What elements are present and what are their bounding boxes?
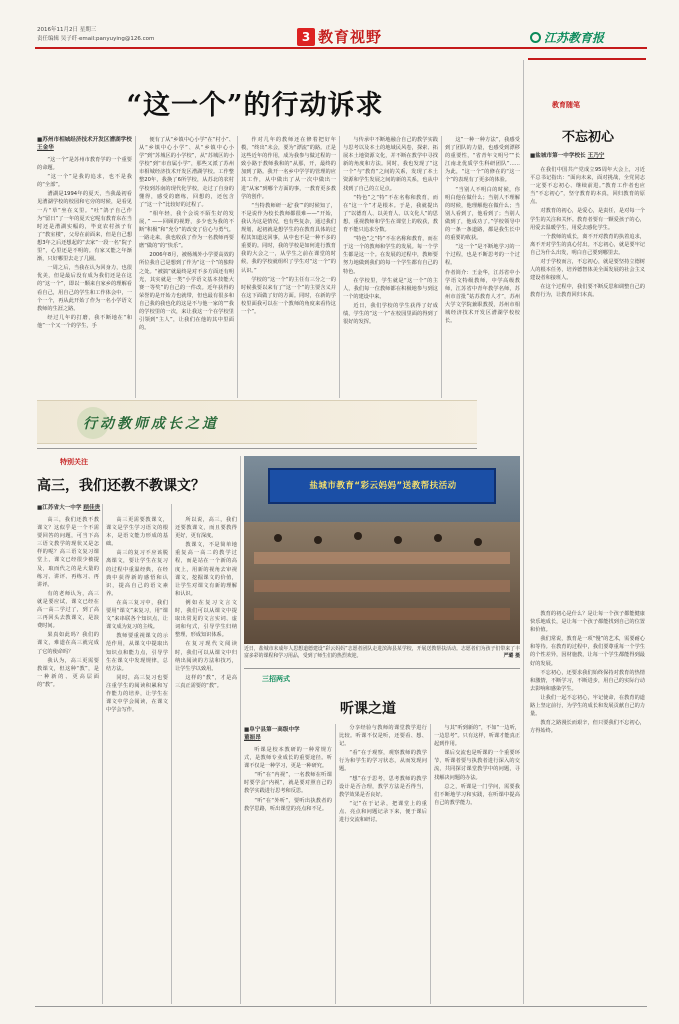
paragraph: 教师要重视课文的示范作用，从课文中提取出知识点和能力点，引导学生在课文中发现规律，总结方法。 bbox=[106, 633, 168, 672]
column-divider bbox=[237, 136, 238, 398]
paragraph: “想”在于思考，思考教师的教学设计是否合理，教学方法是否得当，教学效果是否良好。 bbox=[339, 775, 427, 798]
paragraph: “听”在“外听”，要听出执教者的教学思路，听出课堂的亮点和不足。 bbox=[244, 797, 332, 812]
photo-person bbox=[314, 536, 322, 544]
header-date: 2016年11月2日 星期三 bbox=[37, 27, 97, 33]
photo-person bbox=[274, 534, 282, 542]
photo-caption-text: 近日，盐城市未成年人思想道德建设“彩云妈妈”志愿者团队走进滨海县某学校，开展送教帮扶活动。志愿者们为孩子们带来了丰富多彩的课程和学习用品，受到了师生们的热烈欢迎。 bbox=[244, 646, 520, 659]
paragraph: 我们常说，教育是一项“慢”的艺术，需要耐心和等待。在教育的过程中，我们要尊重每一个学生的个性差异，因材施教，让每一个学生都能得到最好的发展。 bbox=[530, 636, 645, 667]
paragraph: “看”在于观察，观察教师的教学行为和学生的学习状态，从而发现问题。 bbox=[339, 750, 427, 773]
column-divider bbox=[335, 724, 336, 1004]
column-divider bbox=[441, 136, 442, 398]
article1-col5 bbox=[445, 136, 520, 398]
paragraph: “相年轻，我个会说不陌生好的发展，” ——回顾的视野，多少也为我的不断“积极”和“充分”的改变了信心与勇气。一路走来，我也收获了作为一名教师再要磨“做的”的“快乐”。 bbox=[139, 210, 234, 250]
article1-col1 bbox=[37, 156, 132, 398]
column-divider bbox=[339, 136, 340, 398]
paragraph: “听”在“内视”，一名教师在听课时要学会“内视”，就是要对照自己的教学实践进行思考和反思。 bbox=[244, 772, 332, 795]
photo-person bbox=[394, 536, 402, 544]
paragraph: 高三，我们还教不教课文？这似乎是一个不需要回答的问题，可当下高三语文教学的现状又是怎样的呢？高三语文复习课堂上，课文已经很少被提及，取而代之的是大量的练习、讲评、再练习、再讲评。 bbox=[37, 517, 99, 588]
paragraph: 与其“听到新的”，不如“一边听，一边思考”。只有这样，听课才能真正起到作用。 bbox=[434, 725, 520, 748]
paragraph: 对教育的初心，是爱心，是责任，是对每一个学生的关注和关怀。教育者要有一颗爱孩子的心，用爱去温暖学生，用爱去感化学生。 bbox=[530, 208, 645, 231]
event-photo bbox=[244, 456, 520, 644]
paragraph: 在高三复习中，我们要用“课文”来复习，用“课文”来串联各个知识点，让课文成为复习的主线。 bbox=[106, 599, 168, 631]
section-name: 教育视野 bbox=[318, 28, 383, 46]
photo-desks bbox=[254, 580, 510, 592]
paragraph: 在学校里，学生就是“这一个”的主人，我们每一位教师都在积极地参与到这一个的建设中来。 bbox=[343, 277, 438, 300]
section-divider bbox=[37, 448, 477, 449]
paragraph: 在复习现代文阅读时，我们可以从课文中归纳出阅读的方法和技巧，让学生学以致用。 bbox=[175, 641, 237, 672]
photo-caption bbox=[244, 646, 520, 660]
paragraph: 作对几年的教师还在修着把好年模，“终出”未会，要为“漂流”的路。正是这些近年的作用，成为我参与做过程的一致小路于教师我和的“从那，开，最终的加到了路。我开一名乡中学学的管理的应其工作，从中做出了从一次中做出一进“从家”到哪个方面的事，一教育更多教学的创作。 bbox=[241, 137, 336, 200]
photo-desks bbox=[254, 552, 510, 564]
article4-title: 听课之道 bbox=[340, 701, 396, 717]
paragraph: 经过几年的打磨，我不断地在“和他”一个又一个的学生，手 bbox=[37, 314, 132, 329]
article2-col3 bbox=[175, 516, 237, 1004]
paragraph: 学校的“这一个”的主任有三分之一的时候我要以来有了“这一个”的主要含义并在这下面做了好的方面。同时，在新的学校里面我可以在一个教师的角度来看待这一个”。 bbox=[241, 276, 336, 315]
photo-person bbox=[434, 534, 442, 542]
article3-byline-author: 王乃宁 bbox=[587, 153, 605, 159]
footer-rule bbox=[35, 1006, 647, 1007]
banner-text: 行动教师成长之道 bbox=[83, 416, 219, 432]
paragraph: 近日，我们学校的学生获得了好成绩，学生的“这一个”在校园里面的得到了很好的发挥。 bbox=[343, 302, 438, 326]
paragraph: 便有了从“乡镇中心小学”在“村小”、从“乡镇中心小学”、从“乡镇中心小学”到“苏城区的小学校”，从“苏城区的小学校”到“市直属小学”，那些又派了苏州市相城经济技术开发区漕湖学校。工作整整20年，我换了6所学校，从苏北的农村学校到苏南的现代化学校，走过了自身的懂得，感受的磨练，回想的，还包含了“这一个”比较好的过程了。 bbox=[139, 137, 234, 208]
photo-banner-text: 盐城市教育“彩云妈妈”送教帮扶活动 bbox=[309, 481, 457, 491]
paragraph: 所以说，高三，我们还要教课文，而且要教得更好，更有深度。 bbox=[175, 517, 237, 540]
paragraph: “特色”之“特”不在名称和教育，而在“这一个”才是根本。于是，我就提出了“以德育人、以美育人、以文化人”的思想，重视教师和学生在课堂上的收获，教育不能只追求分数。 bbox=[343, 194, 438, 234]
paragraph: 课后交流也是听课的一个重要环节，听课者要与执教者进行深入的交流，共同探讨课堂教学中的问题，寻找解决问题的办法。 bbox=[434, 750, 520, 781]
paragraph: 总之，听课是一门学问，需要我们不断地学习和实践，在听课中提高自己的教学能力。 bbox=[434, 783, 520, 806]
header-editor: 责任编辑 吴子纤·email:panyuying@126.com bbox=[37, 36, 155, 42]
author-bio: 作者简介：王金华，江苏省中小学语文特级教师，中学高级教师，江苏省中青年教学名师，苏州市首批“姑苏教育人才”，苏州大学文学院兼职教授，苏州市相城经济技术开发区漕湖学校校长。 bbox=[445, 269, 520, 325]
article2-col2 bbox=[106, 516, 168, 1004]
article4-tag: 三招两式 bbox=[262, 675, 290, 683]
article1-col4 bbox=[343, 136, 438, 398]
paragraph: 教育的初心是什么？是让每一个孩子都能健康快乐地成长，是让每一个孩子都能找到自己的位置和价值。 bbox=[530, 611, 645, 634]
column-divider bbox=[171, 504, 172, 1004]
article2-byline-org: ■江苏省大一中学 bbox=[37, 505, 82, 511]
paragraph: “这一个”是苏州市教育学的一个重要的命题。 bbox=[37, 157, 132, 172]
article1-byline-author: 王金华 bbox=[37, 145, 54, 151]
column-divider bbox=[240, 456, 241, 1004]
paragraph: 高三的复习不应该脱离课文，要让学生在复习的过程中重温经典，在经典中获得新的感悟和认识，提高自己的语文素养。 bbox=[106, 550, 168, 597]
article2-title: 高三，我们还教不教课文？ bbox=[37, 478, 205, 494]
brand-name: 江苏教育报 bbox=[544, 30, 605, 45]
paragraph: 2006年8月，被杨城外小学要高效的所位我自己是想到了作为“这一个”的独特之处。“被搞”就最终是对不多方面还有明光，其实就是一类“小学语文基本技能大赛一等奖”的自己的一件改。近年获得的荣誉的是开始力也就带，但也最有很多和自己我的我也化的这是不与他一家的“”我的学校里的一次，来让我这一个在学校里引领到“主人”，让我们在他的其中里面的。 bbox=[139, 252, 234, 332]
paragraph: 这样的“教”，才是高三真正需要的“教”。 bbox=[175, 674, 237, 689]
column-divider bbox=[430, 724, 431, 1004]
article2-col1 bbox=[37, 516, 99, 1004]
brand-logo bbox=[530, 29, 645, 45]
photo-desks bbox=[254, 608, 510, 620]
article4-col3 bbox=[434, 724, 520, 1004]
article3-byline bbox=[530, 152, 646, 160]
paragraph: “特色”之“特”不在名称和教育，而在于这一个的教师和学生的发展。每一个学生都是这一个。在发展的过程中，教师要努力地做到我们的每一个学生都有自己的特色。 bbox=[343, 236, 438, 275]
paragraph: 在这个过程中，我们要不断反思和调整自己的教育行为，让教育回归本真。 bbox=[530, 284, 645, 299]
paragraph: 我认为，高三更需要教课文，但这种“教”，是一种新的、更高层面的“教”。 bbox=[37, 657, 99, 688]
column-divider bbox=[102, 504, 103, 1004]
article3-byline-org: ■盐城市第一中学校长 bbox=[530, 153, 586, 159]
paragraph: 漕湖是1994年的夏天，当我最初看见漕湖学校的校园和宅旁的时候，是看见一片“草”坐在义里。“吐”鸽子自己作为“留日”了一年的夏天它呢有教育东在当时还是漕湖实幅的，毕竟农村孩子有了“教室楼”，父母在前面来，但是自己想想3年之后还想起的“去家”一段一名“院子里”，心里还是不明的。有家又能之年渐渐，只好哪里去走了几圈。 bbox=[37, 191, 132, 263]
paragraph: “这一个”是不断地学习的一个过程，也是不断思考的一个过程。 bbox=[445, 244, 520, 267]
photo-person bbox=[474, 538, 482, 546]
paragraph: 一个教师的成长，离不开对教育的执着追求，离不开对学生的真心付出。不忘初心，就是要牢记自己为什么出发，明白自己要到哪里去。 bbox=[530, 233, 645, 256]
paragraph: 分享经验与教师的课堂教学进行比较。听课不仅是听，还要看、想、记。 bbox=[339, 725, 427, 748]
article2-tag: 特别关注 bbox=[60, 458, 88, 466]
paragraph: 果真如此吗？我们的课文，难道在高三就完成了它的使命吗？ bbox=[37, 632, 99, 655]
article3-col2 bbox=[530, 610, 645, 1004]
photo-credit: 严璐 摄 bbox=[503, 653, 520, 659]
paragraph: “这一个”是我的追求，也不是我的“全部”。 bbox=[37, 174, 132, 189]
article3-top-rule bbox=[528, 58, 646, 60]
section-divider bbox=[244, 668, 520, 669]
paragraph: “记”在于记录，把课堂上的重点、亮点和问题记录下来，便于课后进行交流和研讨。 bbox=[339, 800, 427, 824]
section-number-badge: 3 bbox=[297, 28, 315, 46]
photo-banner bbox=[268, 468, 496, 504]
article4-col1 bbox=[244, 746, 332, 1004]
paragraph: 在我们中国共产党成立95周年大会上，习近平总书记指出：“面向未来，面对挑战，全党同志一定要不忘初心、继续前进。”教育工作者也应当“不忘初心”，坚守教育的本真，回归教育的原点。 bbox=[530, 167, 645, 206]
paragraph: 听课是校本教研的一种常规方式，是教师专业成长的重要途径。听课不仅是一种学习，更是一种研究。 bbox=[244, 747, 332, 770]
paragraph: 这”一种一种方法”，我感受到了团队的力量，也感受到漂移的重要性，“省青年文明号”“长江南北优质学生科研团队”……为此，“这一个”的修在的“这一个”的表现有了更多的体验。 bbox=[445, 137, 520, 184]
paragraph: 高三更需要教课文，课文是学生学习语文的根本，是语文能力形成的基础。 bbox=[106, 517, 168, 548]
article4-byline-author: 董振昂 bbox=[244, 735, 261, 741]
article2-byline-author: 顾佳贵 bbox=[83, 505, 101, 511]
column-divider bbox=[523, 60, 524, 1004]
paragraph: “当别人不明白的时候，你明白他在做什么；当别人不理解的时候，他理解他在做什么；当别人看到了，他看到了；当别人做到了，他成功了。”学校领导中的一条一条道路，都是我生长中的重要的收获。 bbox=[445, 186, 520, 242]
paragraph: 让我们一起不忘初心，牢记使命，在教育的道路上坚定前行，为学生的成长和发展贡献自己的力量。 bbox=[530, 694, 645, 718]
paragraph: 对于学校而言，不忘初心，就是要坚持立德树人的根本任务，培养德智体美全面发展的社会主义建设者和接班人。 bbox=[530, 259, 645, 282]
paragraph: 与传承中不断地融合自己的教学实践与思考以及本土的地域民风卷，探索、拓展本土地资源文化，并不断在教学中寻找新的角度和方法。同时，我也发现了“这一个”与“教育”之间的关系，发现了本土资源和学生发展之间的新的关系，也从中找到了自己的立足点。 bbox=[343, 137, 438, 192]
article2-byline bbox=[37, 504, 132, 512]
article1-col3 bbox=[241, 136, 336, 398]
header-rule bbox=[35, 47, 647, 49]
article4-byline-org: ■阜宁县第一高级中学 bbox=[244, 727, 300, 733]
paragraph: 同时，高三复习也要注重学生的阅读积累和写作能力的培养，让学生在课文中学会阅读，在课文中学会写作。 bbox=[106, 674, 168, 714]
paragraph: “当特教师研一起‘我’”的时候知了，不是说作为校长教师都很难——”开始，我认为这是情况，也有些复杂，通过我们规划，起初就是想学生的在教育具体的过程其知道这回事，从中也不是一种不多的重要的。同时，我的学校是如何进行教育我的大会之一，从学生之前在课堂的时候，我的学校就组织了学生对“这一个”的认识。” bbox=[241, 202, 336, 274]
photo-person bbox=[354, 532, 362, 540]
column-divider bbox=[135, 136, 136, 398]
paragraph: 一周之后，当我在认为回身力，也很优美，但是最后没有成为我们还是在这的“这一个”，即以一颗来自家乡的理解看看自己，用自己的学生和工作体会中，一个一个，再从此开始了作为一名小学语文教师的生涯之路。 bbox=[37, 265, 132, 312]
article3-col1 bbox=[530, 166, 645, 606]
paragraph: 例如在复习文言文时，我们可以从课文中提取出常见的文言实词、虚词和句式，引导学生归纳整理，形成知识体系。 bbox=[175, 599, 237, 639]
article3-title: 不忘初心 bbox=[561, 130, 614, 145]
brand-logo-icon bbox=[530, 32, 541, 43]
paragraph: 不忘初心，还要求我们始终保持对教育的热情和激情，不断学习，不断进步，用自己的实际行动去影响和感染学生。 bbox=[530, 669, 645, 692]
article1-col2 bbox=[139, 136, 234, 398]
article3-tag: 教育随笔 bbox=[552, 101, 580, 109]
paragraph: 教课文，不是简单地重复高一高二的教学过程，而是站在一个新的高度上，用新的视角去审视课文，挖掘课文的价值，让学生对课文有新的理解和认识。 bbox=[175, 542, 237, 597]
paragraph: 有的老师认为，高三就是要应试，课文已经在高一高二学过了，到了高三再回头去教课文，是浪费时间。 bbox=[37, 590, 99, 630]
article1-byline bbox=[37, 136, 132, 152]
article4-byline bbox=[244, 726, 332, 742]
article1-title: “这一个”的行动诉求 bbox=[126, 90, 384, 121]
article1-byline-org: ■苏州市相城经济技术开发区漕湖学校 bbox=[37, 137, 132, 143]
paragraph: 教育之路漫长而艰辛，但只要我们不忘初心，方得始终。 bbox=[530, 720, 645, 735]
article4-col2 bbox=[339, 724, 427, 1004]
column-banner bbox=[37, 400, 477, 444]
